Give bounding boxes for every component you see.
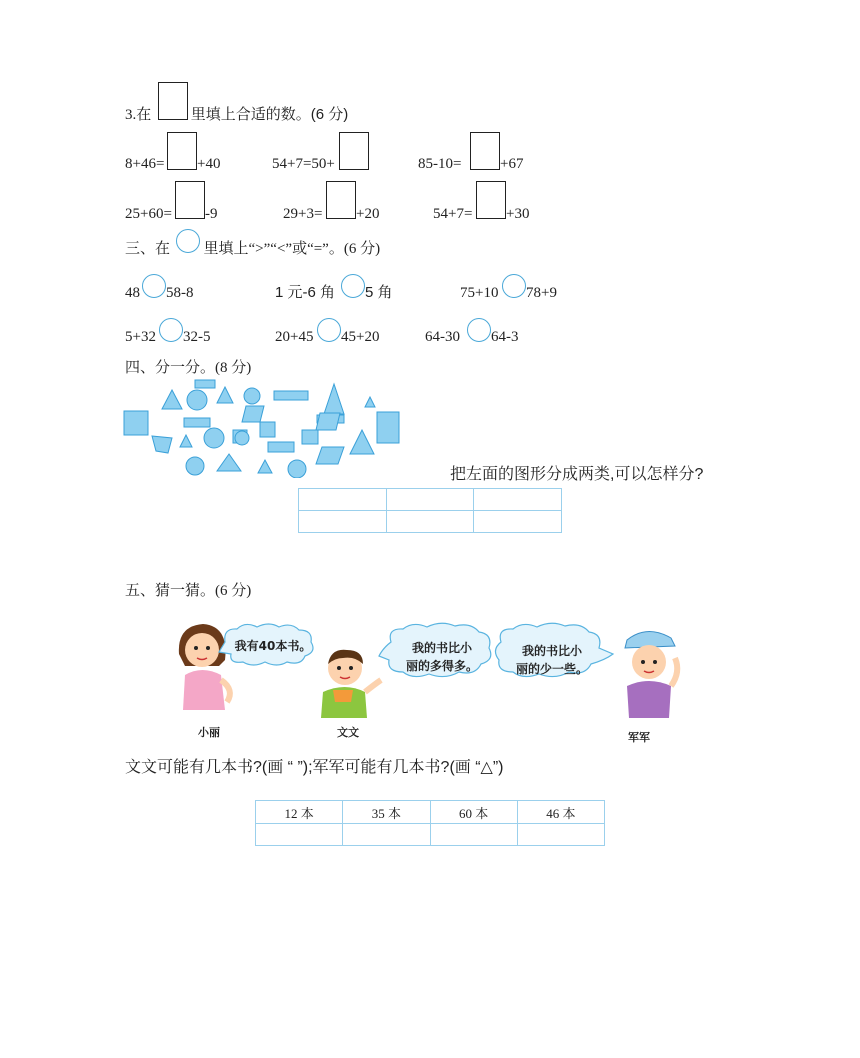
- q-three-row2-c-left: 64-30: [425, 329, 460, 345]
- shape-circle: [244, 388, 260, 404]
- q3-item-3-left: 85-10=: [418, 156, 462, 172]
- boy-wenwen-figure: [321, 650, 381, 718]
- shape-rectangle: [184, 418, 210, 427]
- q3-item-1-left: 8+46=: [125, 156, 165, 172]
- shape-rectangle: [302, 430, 318, 444]
- q3-item-5-right: +20: [356, 206, 380, 222]
- table-row: [256, 824, 605, 846]
- q-three-title-suffix: 里填上“>”“<”或“=”。(6 分): [203, 241, 381, 257]
- q-three-circle-3[interactable]: [502, 274, 526, 298]
- answer-cell[interactable]: [386, 489, 474, 511]
- q3-answer-box-5[interactable]: [326, 181, 356, 219]
- answer-cell[interactable]: [386, 511, 474, 533]
- table-row: [299, 511, 562, 533]
- q-five-options-table: [255, 800, 605, 846]
- q-three-row2-b-left: 20+45: [275, 329, 314, 345]
- q-three-row1-a-left: 48: [125, 285, 140, 301]
- q3-title-prefix: 3.在: [125, 107, 152, 123]
- q3-answer-box-4[interactable]: [175, 181, 205, 219]
- q3-item-6-right: +30: [506, 206, 530, 222]
- shape-circle: [288, 460, 306, 478]
- shape-parallelogram: [316, 447, 344, 464]
- shape-triangle: [350, 430, 374, 454]
- q-three-row1-c-left: 75+10: [460, 285, 499, 301]
- table-row: [299, 489, 562, 511]
- shape-triangle: [217, 387, 233, 403]
- q3-title-suffix: 里填上合适的数。(6 分): [190, 106, 349, 123]
- q3-item-3-right: +67: [500, 156, 524, 172]
- q-four-title: 四、分一分。(8 分): [125, 360, 252, 376]
- option-cell: 12 本: [256, 801, 343, 824]
- answer-cell[interactable]: [343, 824, 430, 846]
- shape-rectangle: [377, 412, 399, 443]
- answer-cell[interactable]: [256, 824, 343, 846]
- answer-cell[interactable]: [474, 511, 562, 533]
- q-three-circle-4[interactable]: [159, 318, 183, 342]
- q-three-row2-a-left: 5+32: [125, 329, 156, 345]
- q3-item-5-left: 29+3=: [283, 206, 323, 222]
- wenwen-speech-line2: 丽的多得多。: [405, 659, 478, 673]
- shape-circle: [186, 457, 204, 475]
- shape-square: [260, 422, 275, 437]
- q-three-circle-2[interactable]: [341, 274, 365, 298]
- boy-junjun-figure: [625, 631, 677, 718]
- shape-rectangle: [268, 442, 294, 452]
- q3-item-2-left: 54+7=50+: [272, 156, 335, 172]
- shape-parallelogram: [316, 413, 340, 430]
- q-three-circle-5[interactable]: [317, 318, 341, 342]
- shape-circle: [204, 428, 224, 448]
- q3-item-4-left: 25+60=: [125, 206, 172, 222]
- shape-triangle: [258, 460, 272, 473]
- answer-cell[interactable]: [299, 489, 387, 511]
- q-three-title-circle: [176, 229, 200, 253]
- q3-answer-box-1[interactable]: [167, 132, 197, 170]
- q-three-title: [125, 239, 380, 259]
- q-three-row2-c-right: 64-3: [491, 329, 519, 345]
- answer-cell[interactable]: [517, 824, 604, 846]
- q-three-title-prefix: 三、在: [125, 241, 171, 257]
- q-three-row1-c-right: 78+9: [526, 285, 557, 301]
- girl-xiaoli-figure: [179, 624, 230, 710]
- wenwen-speech-line1: 我的书比小: [411, 641, 472, 655]
- shape-parallelogram: [242, 406, 264, 422]
- q-five-question: 文文可能有几本书?(画 “ ”);军军可能有几本书?(画 “△”): [125, 759, 504, 776]
- shape-triangle: [180, 435, 192, 447]
- junjun-speech-line1: 我的书比小: [521, 644, 582, 658]
- answer-cell[interactable]: [430, 824, 517, 846]
- name-label-wenwen: 文文: [337, 726, 359, 739]
- name-label-xiaoli: 小丽: [198, 726, 220, 739]
- q3-title-box: [158, 82, 188, 120]
- shape-square: [124, 411, 148, 435]
- q-three-row1-b-left: 1 元-6 角: [275, 284, 336, 301]
- q3-answer-box-6[interactable]: [476, 181, 506, 219]
- shape-triangle: [324, 384, 344, 414]
- q-four-answer-table: [298, 488, 562, 533]
- q-five-title: 五、猜一猜。(6 分): [125, 583, 252, 599]
- q-three-row2-a-right: 32-5: [183, 329, 211, 345]
- q-three-row1-a-right: 58-8: [166, 285, 194, 301]
- q-three-row2-b-right: 45+20: [341, 329, 380, 345]
- shape-triangle: [217, 454, 241, 471]
- q3-item-4-right: -9: [205, 206, 218, 222]
- xiaoli-speech-text: 我有40本书。: [234, 639, 312, 653]
- junjun-speech-line2: 丽的少一些。: [515, 662, 588, 676]
- q3-item-6-left: 54+7=: [433, 206, 473, 222]
- shape-triangle: [365, 397, 375, 407]
- q3-item-1-right: +40: [197, 156, 221, 172]
- shapes-collection: [122, 378, 412, 478]
- answer-cell[interactable]: [474, 489, 562, 511]
- q-three-row1-b-right: 5 角: [365, 284, 393, 301]
- name-label-junjun: 军军: [628, 731, 650, 744]
- shape-rectangle: [195, 380, 215, 388]
- shape-rectangle: [274, 391, 308, 400]
- answer-cell[interactable]: [299, 511, 387, 533]
- shape-circle: [187, 390, 207, 410]
- q3-answer-box-3[interactable]: [470, 132, 500, 170]
- q-three-circle-6[interactable]: [467, 318, 491, 342]
- shape-parallelogram: [152, 436, 172, 453]
- option-cell: 35 本: [343, 801, 430, 824]
- shape-circle: [235, 431, 249, 445]
- option-cell: 46 本: [517, 801, 604, 824]
- q-three-circle-1[interactable]: [142, 274, 166, 298]
- q-four-prompt: 把左面的图形分成两类,可以怎样分?: [450, 466, 704, 483]
- option-cell: 60 本: [430, 801, 517, 824]
- shape-triangle: [162, 390, 182, 409]
- q3-answer-box-2[interactable]: [339, 132, 369, 170]
- table-row: [256, 801, 605, 824]
